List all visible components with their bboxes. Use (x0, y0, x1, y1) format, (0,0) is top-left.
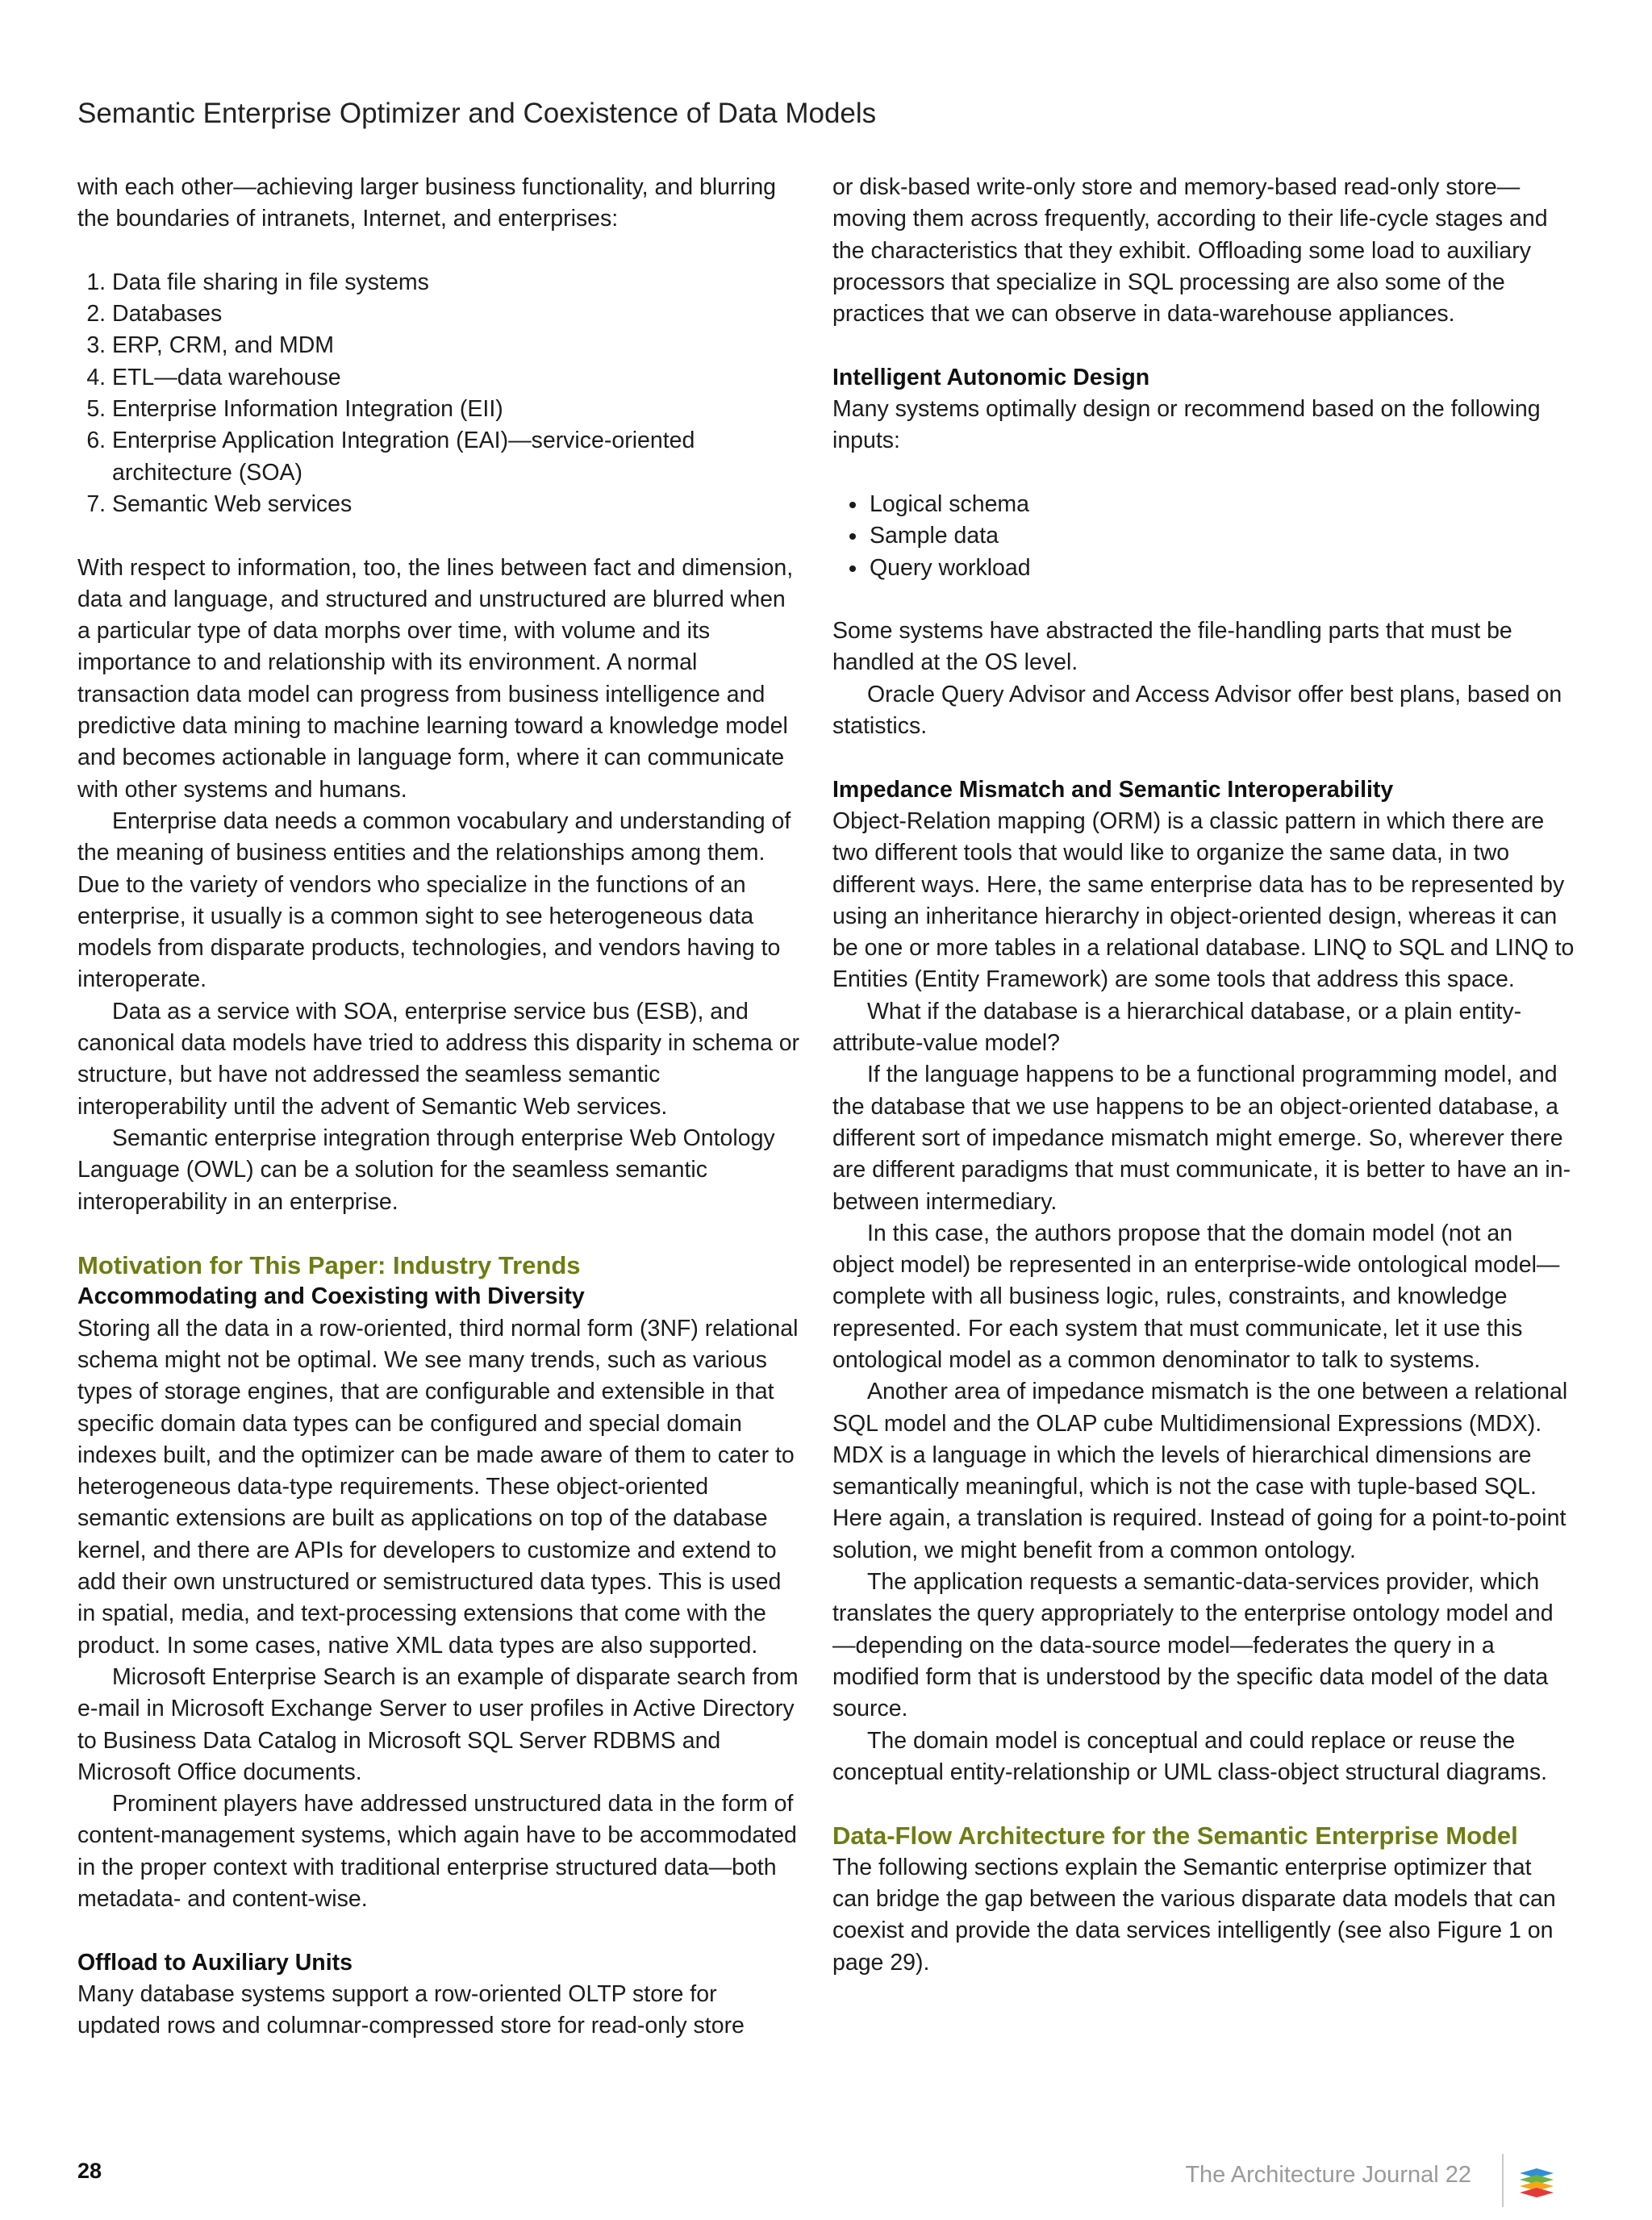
running-header-title: Semantic Enterprise Optimizer and Coexistence of Data Models (77, 98, 877, 129)
paragraph: The domain model is conceptual and could replace or reuse the conceptual entity-relationship or UML class-object structural diagrams. (832, 1727, 1547, 1785)
paragraph: The application requests a semantic-data-services provider, which translates the query appropriately to the enterprise ontology model and—depending on the data-source model—federates the query in a modified form that is understood by the specific data model of the data source. (832, 1569, 1554, 1722)
subheading: Intelligent Autonomic Design (832, 364, 1150, 390)
paragraph: If the language happens to be a functional programming model, and the database that we use happens to be an object-oriented database, a different sort of impedance mismatch might emerge. So, wherever there are different paradigms that must communicate, it is better to have an in-between intermediary. (832, 1062, 1571, 1215)
list-item: 1. Data file sharing in file systems (112, 267, 803, 298)
paragraph: Storing all the data in a row-oriented, third normal form (3NF) relational schema might not be optimal. We see many trends, such as various types of storage engines, that are configurable and extensible in that specific domain data types can be configured and special domain indexes built, and the optimizer can be made aware of them to cater to heterogeneous data-type requirements. These object-oriented semantic extensions are built as applications on top of the database kernel, and there are APIs for developers to customize and extend to add their own unstructured or semistructured data types. This is used in spatial, media, and text-processing extensions that come with the product. In some cases, native XML data types are also supported. (77, 1315, 799, 1659)
list-item: • Sample data (868, 520, 1575, 552)
paragraph: Data as a service with SOA, enterprise service bus (ESB), and canonical data models have tried to address this disparity in schema or structure, but have not addressed the seamless semantic interoperability until the advent of Semantic Web services. (77, 998, 800, 1120)
subheading: Impedance Mismatch and Semantic Interoperability (832, 776, 1394, 803)
subheading: Offload to Auxiliary Units (77, 1949, 353, 1976)
paragraph: Microsoft Enterprise Search is an example of disparate search from e-mail in Microsoft Exchange Server to user profiles in Active Directory to Business Data Catalog in Microsoft SQL Server RDBMS and Microsoft Office documents. (77, 1663, 799, 1785)
list-item: 7. Semantic Web services (112, 489, 803, 520)
bullet-list (832, 489, 1575, 584)
list-item: • Query workload (868, 553, 1575, 584)
paragraph: or disk-based write-only store and memory-based read-only store—moving them across frequently, according to their life-cycle stages and the characteristics that they exhibit. Offloading some load to auxiliary processors that specialize in SQL processing are also some of the practices that we can observe in data-warehouse appliances. (832, 174, 1548, 328)
paragraph: with each other—achieving larger business functionality, and blurring the boundaries of intranets, Internet, and enterprises: (77, 174, 777, 232)
paragraph: The following sections explain the Semantic enterprise optimizer that can bridge the gap between the various disparate data models that can coexist and provide the data services intelligently (see also Figure 1 on page 29). (832, 1854, 1556, 1976)
list-item: • Logical schema (868, 489, 1575, 520)
paragraph: Some systems have abstracted the file-handling parts that must be handled at the OS level. (832, 618, 1512, 676)
paragraph: Many database systems support a row-oriented OLTP store for updated rows and columnar-compressed store for read-only store (77, 1980, 745, 2039)
list-item: 6. Enterprise Application Integration (EAI)—service-oriented architecture (SOA) (112, 425, 803, 489)
paragraph: Oracle Query Advisor and Access Advisor offer best plans, based on statistics. (832, 681, 1562, 740)
paragraph: Many systems optimally design or recommend based on the following inputs: (832, 396, 1541, 454)
list-item: 5. Enterprise Information Integration (EII) (112, 394, 803, 425)
section-heading: Data-Flow Architecture for the Semantic Enterprise Model (832, 1821, 1518, 1851)
list-item: 3. ERP, CRM, and MDM (112, 330, 803, 361)
paragraph: Enterprise data needs a common vocabulary and understanding of the meaning of business entities and the relationships among them. Due to the variety of vendors who specialize in the functions of an enterprise, it usually is a common sight to see heterogeneous data models from disparate products, technologies, and vendors having to interoperate. (77, 807, 791, 993)
numbered-list (77, 267, 803, 520)
paragraph: Object-Relation mapping (ORM) is a classic pattern in which there are two different tools that would like to organize the same data, in two different ways. Here, the same enterprise data has to be represented by using an inheritance hierarchy in object-oriented design, whereas it can be one or more tables in a relational database. LINQ to SQL and LINQ to Entities (Entity Framework) are some tools that address this space. (832, 807, 1575, 993)
footer-divider (1502, 2154, 1504, 2207)
right-column (832, 172, 1575, 1979)
paragraph: With respect to information, too, the lines between fact and dimension, data and language, and structured and unstructured are blurred when a particular type of data morphs over time, with volume and its importance to and relationship with its environment. A normal transaction data model can progress from business intelligence and predictive data mining to machine learning toward a knowledge model and becomes actionable in language form, where it can communicate with other systems and humans. (77, 554, 794, 803)
paragraph: In this case, the authors propose that the domain model (not an object model) be represented in an enterprise-wide ontological model—complete with all business logic, rules, constraints, and knowledge represented. For each system that must communicate, let it use this ontological model as a common denominator to talk to systems. (832, 1220, 1560, 1373)
journal-name: The Architecture Journal 22 (1185, 2162, 1471, 2188)
list-item: 4. ETL—data warehouse (112, 362, 803, 394)
stacked-layers-logo-icon (1518, 2167, 1555, 2197)
page-number: 28 (77, 2159, 102, 2183)
subheading: Accommodating and Coexisting with Diversity (77, 1283, 585, 1310)
left-column (77, 172, 803, 2043)
paragraph: Another area of impedance mismatch is the one between a relational SQL model and the OLAP cube Multidimensional Expressions (MDX). MDX is a language in which the levels of hierarchical dimensions are semantically meaningful, which is not the case with tuple-based SQL. Here again, a translation is required. Instead of going for a point-to-point solution, we might benefit from a common ontology. (832, 1379, 1568, 1563)
paragraph: Semantic enterprise integration through enterprise Web Ontology Language (OWL) can be a solution for the seamless semantic interoperability in an enterprise. (77, 1125, 775, 1215)
paragraph: What if the database is a hierarchical database, or a plain entity-attribute-value model? (832, 998, 1522, 1057)
paragraph: Prominent players have addressed unstructured data in the form of content-management systems, which again have to be accommodated in the proper context with traditional enterprise structured data—both metadata- and content-wise. (77, 1791, 797, 1913)
list-item: 2. Databases (112, 298, 803, 330)
section-heading: Motivation for This Paper: Industry Trends (77, 1251, 581, 1280)
